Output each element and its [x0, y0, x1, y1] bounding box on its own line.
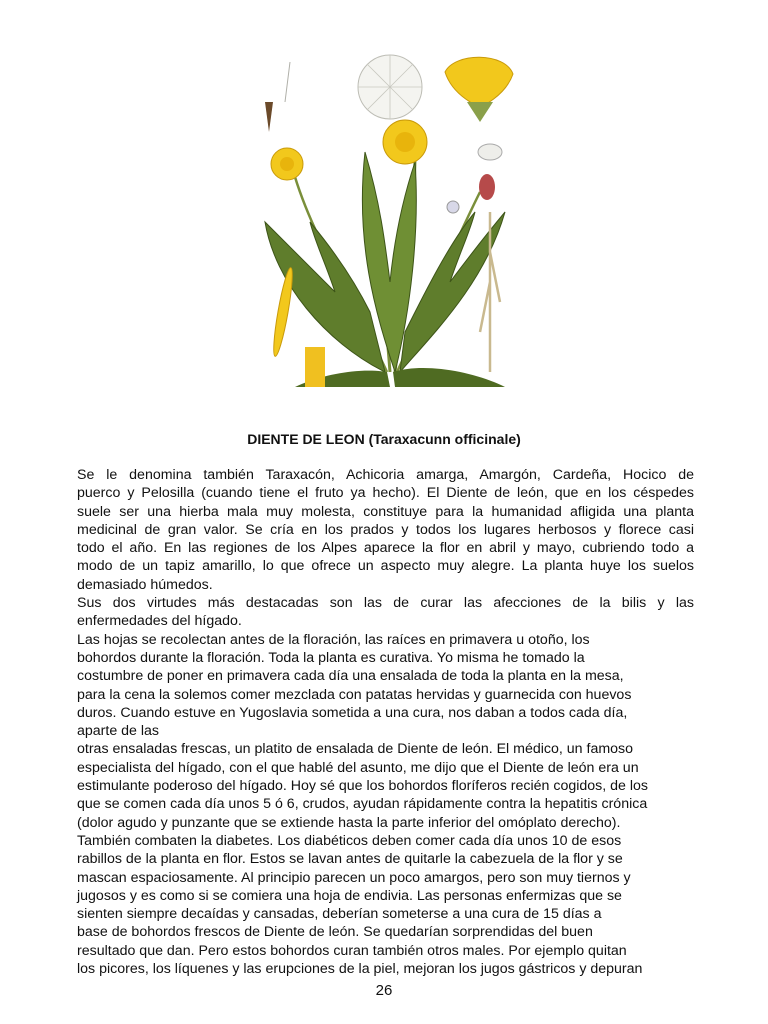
- text-line: base de bohordos frescos de Diente de león. Se quedarían sorprendidas del buen: [77, 924, 593, 941]
- text-line: para la cena la solemos comer mezclada con patatas hervidas y guarnecida con huevos: [77, 686, 632, 703]
- text-line: bohordos durante la floración. Toda la planta es curativa. Yo misma he tomado la: [77, 649, 585, 666]
- text-line: modo de un tapiz amarillo, lo que ofrece un aspecto muy alegre. La planta huye los suelos: [77, 558, 694, 575]
- text-line: que se comen cada día unos 5 ó 6, crudos, ayudan rápidamente contra la hepatitis crónica: [77, 796, 648, 813]
- text-line: Las hojas se recolectan antes de la floración, las raíces en primavera u otoño, los: [77, 631, 590, 648]
- text-line: sienten siempre decaídas y cansadas, deberían someterse a una cura de 15 días a: [77, 906, 602, 923]
- text-line: Sus dos virtudes más destacadas son las de curar las afecciones de la bilis y las: [77, 595, 694, 612]
- text-line: mascan espaciosamente. Al principio parecen un poco amargos, pero son muy tiernos y: [77, 869, 631, 886]
- body-text: [77, 466, 694, 978]
- text-line: todo el año. En las regiones de los Alpes aparece la flor en abril y mayo, cubriendo todo a: [77, 540, 694, 557]
- text-line: otras ensaladas frescas, un platito de ensalada de Diente de león. El médico, un famoso: [77, 741, 634, 758]
- text-line: jugosos y es como si se comiera una hoja de endivia. Las personas enfermizas que se: [77, 887, 622, 904]
- text-line: medicinal de gran valor. Se cría en los prados y todos los lugares herbosos y florece casi: [77, 521, 694, 538]
- text-line: especialista del hígado, con el que hablé del asunto, me dijo que el Diente de león era un: [77, 759, 639, 776]
- text-line: los picores, los líquenes y las erupciones de la piel, mejoran los jugos gástricos y depuran: [77, 961, 643, 978]
- text-line: demasiado húmedos.: [77, 576, 213, 593]
- text-line: puerco y Pelosilla (cuando tiene el fruto ya hecho). El Diente de león, que en los céspedes: [77, 485, 694, 502]
- text-line: rabillos de la planta en flor. Estos se lavan antes de quitarle la cabezuela de la flor y se: [77, 851, 623, 868]
- text-line: (dolor agudo y punzante que se extiende hasta la parte inferior del omóplato derecho).: [77, 814, 621, 831]
- text-line: También combaten la diabetes. Los diabéticos deben comer cada día unos 10 de esos: [77, 832, 622, 849]
- text-line: duros. Cuando estuve en Yugoslavia sometida a una cura, nos daban a todos cada día,: [77, 704, 628, 721]
- text-line: estimulante poderoso del hígado. Hoy sé que los bohordos floríferos recién cogidos, de los: [77, 778, 648, 795]
- text-line: enfermedades del hígado.: [77, 613, 242, 630]
- page-number: 26: [375, 982, 393, 999]
- text-line: aparte de las: [77, 723, 160, 740]
- text-line: resultado que dan. Pero estos bohordos curan también otros males. Por ejemplo quitan: [77, 942, 627, 959]
- text-line: costumbre de poner en primavera cada día una ensalada de toda la planta en la mesa,: [77, 668, 624, 685]
- page-title: DIENTE DE LEON (Taraxacunn officinale): [247, 431, 521, 447]
- dandelion-illustration: [255, 42, 525, 392]
- text-line: Se le denomina también Taraxacón, Achicoria amarga, Amargón, Cardeña, Hocico de: [77, 467, 694, 483]
- text-line: suele ser una hierba mala muy molesta, constituye para la humanidad afligida una planta: [77, 503, 694, 520]
